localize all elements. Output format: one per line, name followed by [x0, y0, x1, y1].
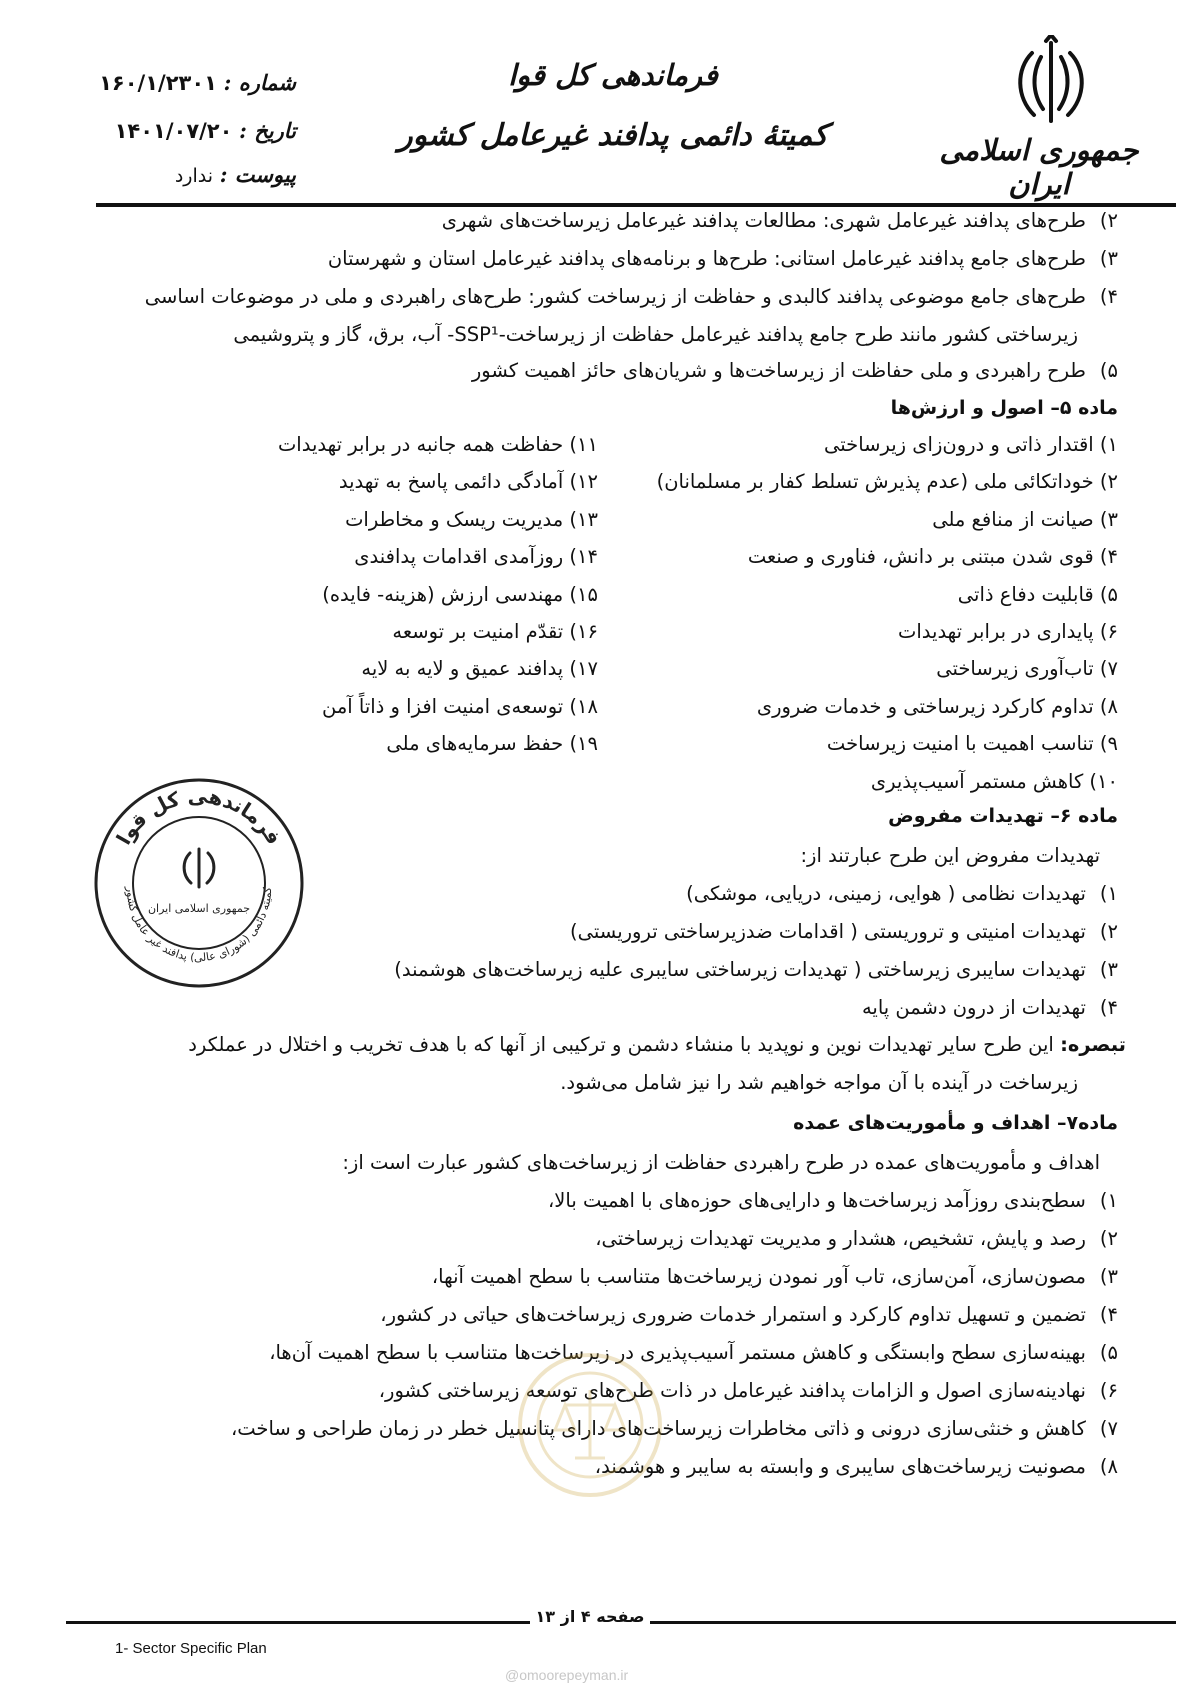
list-item: ۷)کاهش و خنثی‌سازی درونی و ذاتی مخاطرات زیرساخت‌های دارای پتانسیل خطر در زمان طراحی و ساخت،	[230, 1417, 1118, 1440]
svg-text:کمیته دائمی (شورای عالی) پدافن	[124, 886, 274, 964]
note-label: تبصره:	[1060, 1033, 1126, 1056]
list-item: ۶)نهادینه‌سازی اصول و الزامات پدافند غیرعامل در ذات طرح‌های توسعه زیرساختی کشور،	[378, 1379, 1118, 1402]
attachment-label: پیوست :	[219, 162, 296, 187]
list-item: ۵)طرح راهبردی و ملی حفاظت از زیرساخت‌ها و شریان‌های حائز اهمیت کشور	[471, 359, 1118, 382]
list-item: ۱۰) کاهش مستمر آسیب‌پذیری	[870, 769, 1118, 793]
list-item: ۸)مصونیت زیرساخت‌های سایبری و وابسته به سایبر و هوشمند،	[594, 1455, 1118, 1478]
list-item: ۵)بهینه‌سازی سطح وابستگی و کاهش مستمر آسیب‌پذیری در زیرساخت‌ها متناسب با سطح اهمیت آن‌ها،	[269, 1341, 1118, 1364]
list-item: ۹) تناسب اهمیت با امنیت زیرساخت	[826, 732, 1118, 756]
list-item: ۳)طرح‌های جامع پدافند غیرعامل استانی: طرح‌ها و برنامه‌های پدافند غیرعامل استان و شهرستان	[327, 247, 1118, 270]
watermark-seal-icon	[515, 1350, 665, 1500]
letter-attachment	[96, 162, 296, 187]
stamp-outer-text: فرماندهی کل قوا	[111, 783, 287, 849]
list-item: ۱۹) حفظ سرمایه‌های ملی	[386, 732, 598, 756]
list-item: ۱۷) پدافند عمیق و لایه به لایه	[361, 657, 598, 681]
article-7-intro: اهداف و مأموریت‌های عمده در طرح راهبردی حفاظت از زیرساخت‌های کشور عبارت است از:	[342, 1151, 1100, 1174]
list-item: ۵) قابلیت دفاع ذاتی	[957, 582, 1118, 606]
list-item: ۴)طرح‌های جامع موضوعی پدافند کالبدی و حفاظت از زیرساخت کشور: طرح‌های راهبردی و ملی در موضوعات اساسی	[144, 285, 1118, 308]
list-item: ۳)تهدیدات سایبری زیرساختی ( تهدیدات زیرساختی سایبری علیه زیرساخت‌های هوشمند)	[394, 958, 1118, 981]
list-item: ۲)تهدیدات امنیتی و تروریستی ( اقدامات ضدزیرساختی تروریستی)	[570, 920, 1118, 943]
list-item: ۱۱) حفاظت همه جانبه در برابر تهدیدات	[277, 433, 598, 456]
principles-list	[78, 433, 1118, 793]
note-line	[188, 1033, 1126, 1056]
list-item: ۲)طرح‌های پدافند غیرعامل شهری: مطالعات پدافند غیرعامل زیرساخت‌های شهری	[441, 209, 1118, 232]
list-item: ۱۳) مدیریت ریسک و مخاطرات	[345, 507, 598, 531]
note-text: این طرح سایر تهدیدات نوین و نوپدید با منشاء دشمن و ترکیبی از آنها که با هدف تخریب و اختلال در عملکرد	[188, 1033, 1054, 1056]
footnote: 1- Sector Specific Plan	[115, 1640, 267, 1657]
list-item: ۴) قوی شدن مبتنی بر دانش، فناوری و صنعت	[747, 545, 1118, 569]
watermark-handle: @omoorepeyman.ir	[505, 1667, 629, 1683]
list-item-continuation: زیرساختی کشور مانند طرح جامع پدافند غیرعامل حفاظت از زیرساخت-SSP¹- آب، برق، گاز و پتروشیمی	[233, 323, 1078, 346]
note-line-continuation: زیرساخت در آینده با آن مواجه خواهیم شد را نیز شامل می‌شود.	[560, 1071, 1078, 1094]
principles-left-column	[118, 433, 598, 770]
iran-emblem-icon	[184, 849, 214, 887]
date-value: ۱۴۰۱/۰۷/۲۰	[114, 119, 233, 143]
page-number: صفحه ۴ از ۱۳	[530, 1607, 650, 1626]
list-item: ۱۲) آمادگی دائمی پاسخ به تهدید	[338, 470, 598, 494]
list-item: ۱) اقتدار ذاتی و درون‌زای زیرساختی	[824, 433, 1118, 456]
principles-right-column	[598, 433, 1118, 807]
number-label: شماره :	[223, 70, 296, 95]
article-6-intro: تهدیدات مفروض این طرح عبارتند از:	[800, 844, 1100, 867]
list-item: ۲)رصد و پایش، تشخیص، هشدار و مدیریت تهدیدات زیرساختی،	[595, 1227, 1118, 1250]
command-title: فرماندهی کل قوا	[508, 58, 718, 92]
list-item: ۱۵) مهندسی ارزش (هزینه- فایده)	[322, 582, 598, 606]
list-item: ۳)مصون‌سازی، آمن‌سازی، تاب آور نمودن زیرساخت‌ها متناسب با سطح اهمیت آنها،	[431, 1265, 1118, 1288]
list-item: ۷) تاب‌آوری زیرساختی	[936, 657, 1118, 681]
list-item: ۱۸) توسعه‌ی امنیت افزا و ذاتاً آمن	[321, 694, 598, 718]
list-item: ۳) صیانت از منافع ملی	[932, 507, 1118, 531]
official-stamp	[93, 777, 305, 989]
list-item: ۶) پایداری در برابر تهدیدات	[898, 619, 1118, 643]
list-item: ۱)سطح‌بندی روزآمد زیرساخت‌ها و دارایی‌های حوزه‌های با اهمیت بالا،	[547, 1189, 1118, 1212]
attachment-value: ندارد	[174, 165, 213, 187]
stamp-ring-text: کمیته دائمی (شورای عالی) پدافند غیر عامل کشور	[123, 886, 275, 965]
list-item: ۱۶) تقدّم امنیت بر توسعه	[392, 619, 598, 643]
article-6-heading: ماده ۶– تهدیدات مفروض	[888, 805, 1118, 827]
letter-date	[96, 118, 296, 143]
committee-title: کمیتهٔ دائمی پدافند غیرعامل کشور	[398, 118, 828, 153]
date-label: تاریخ :	[239, 118, 296, 143]
list-item: ۱)تهدیدات نظامی ( هوایی، زمینی، دریایی، موشکی)	[686, 882, 1118, 905]
article-5-heading: ماده ۵– اصول و ارزش‌ها	[890, 397, 1118, 419]
number-value: ۱۶۰/۱/۲۳۰۱	[99, 71, 217, 95]
header-divider	[96, 203, 1176, 207]
article-7-heading: ماده۷– اهداف و مأموریت‌های عمده	[793, 1112, 1118, 1134]
list-item: ۴)تهدیدات از درون دشمن پایه	[861, 996, 1118, 1019]
stamp-inner-text: جمهوری اسلامی ایران	[147, 902, 251, 915]
letter-number	[96, 70, 296, 95]
republic-name: جمهوری اسلامی ایران	[939, 133, 1139, 201]
list-item: ۸) تداوم کارکرد زیرساختی و خدمات ضروری	[756, 694, 1118, 718]
list-item: ۴)تضمین و تسهیل تداوم کارکرد و استمرار خدمات ضروری زیرساخت‌های حیاتی در کشور،	[380, 1303, 1118, 1326]
list-item: ۲) خوداتکائی ملی (عدم پذیرش تسلط کفار بر مسلمانان)	[656, 470, 1118, 494]
list-item: ۱۴) روزآمدی اقدامات پدافندی	[354, 545, 598, 569]
